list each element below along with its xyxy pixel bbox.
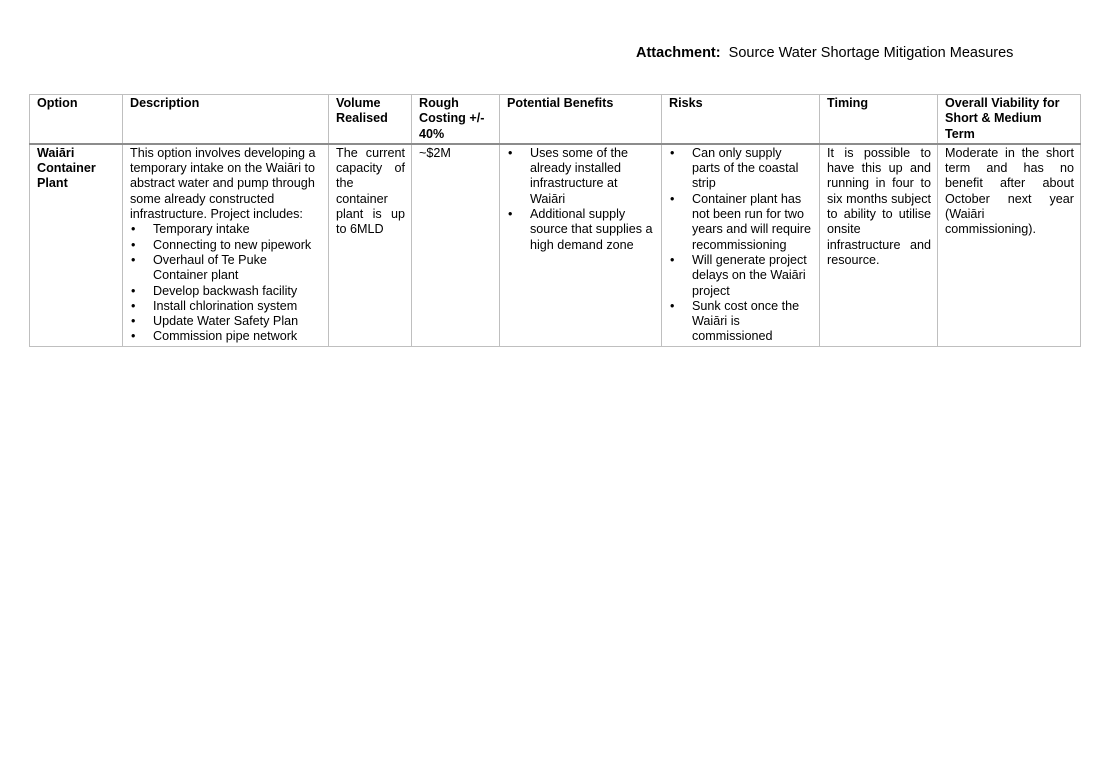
list-item: • Overhaul of Te Puke Container plant (153, 253, 322, 284)
cell-timing: It is possible to have this up and running in four to six months subject to ability to utilise onsite infrastructure and resource. (820, 144, 938, 346)
page-heading (636, 45, 1013, 61)
description-list (130, 222, 322, 344)
header-description: Description (123, 95, 329, 144)
list-item: • Install chlorination system (153, 299, 322, 314)
heading-label: Attachment: (636, 45, 721, 61)
cell-risks (662, 144, 820, 346)
list-item: • Update Water Safety Plan (153, 314, 322, 329)
mitigation-measures-table (29, 94, 1081, 347)
table-header-row (30, 95, 1081, 144)
heading-title: Source Water Shortage Mitigation Measures (728, 45, 1014, 61)
cell-viability: Moderate in the short term and has no benefit after about October next year (Waiāri commissioning). (938, 144, 1081, 346)
table-row (30, 144, 1081, 346)
list-item: • Sunk cost once the Waiāri is commissioned (692, 299, 813, 345)
list-item: • Connecting to new pipework (153, 238, 322, 253)
list-item: • Container plant has not been run for two years and will require recommissioning (692, 192, 813, 253)
benefits-list (507, 146, 655, 253)
risks-list (669, 146, 813, 345)
header-timing: Timing (820, 95, 938, 144)
cell-description (123, 144, 329, 346)
header-costing: Rough Costing +/- 40% (412, 95, 500, 144)
list-item: • Develop backwash facility (153, 284, 322, 299)
cell-benefits (500, 144, 662, 346)
list-item: • Will generate project delays on the Waiāri project (692, 253, 813, 299)
list-item: • Can only supply parts of the coastal strip (692, 146, 813, 192)
list-item: • Temporary intake (153, 222, 322, 237)
header-viability: Overall Viability for Short & Medium Term (938, 95, 1081, 144)
header-benefits: Potential Benefits (500, 95, 662, 144)
list-item: • Uses some of the already installed infrastructure at Waiāri (530, 146, 655, 207)
cell-option: Waiāri Container Plant (30, 144, 123, 346)
cell-volume: The current capacity of the container plant is up to 6MLD (329, 144, 412, 346)
list-item: • Additional supply source that supplies a high demand zone (530, 207, 655, 253)
list-item: • Commission pipe network (153, 329, 322, 344)
description-intro: This option involves developing a temporary intake on the Waiāri to abstract water and pump through some already constructed infrastructure. Project includes: (130, 145, 316, 222)
header-option: Option (30, 95, 123, 144)
header-volume: Volume Realised (329, 95, 412, 144)
header-risks: Risks (662, 95, 820, 144)
cell-costing: ~$2M (412, 144, 500, 346)
